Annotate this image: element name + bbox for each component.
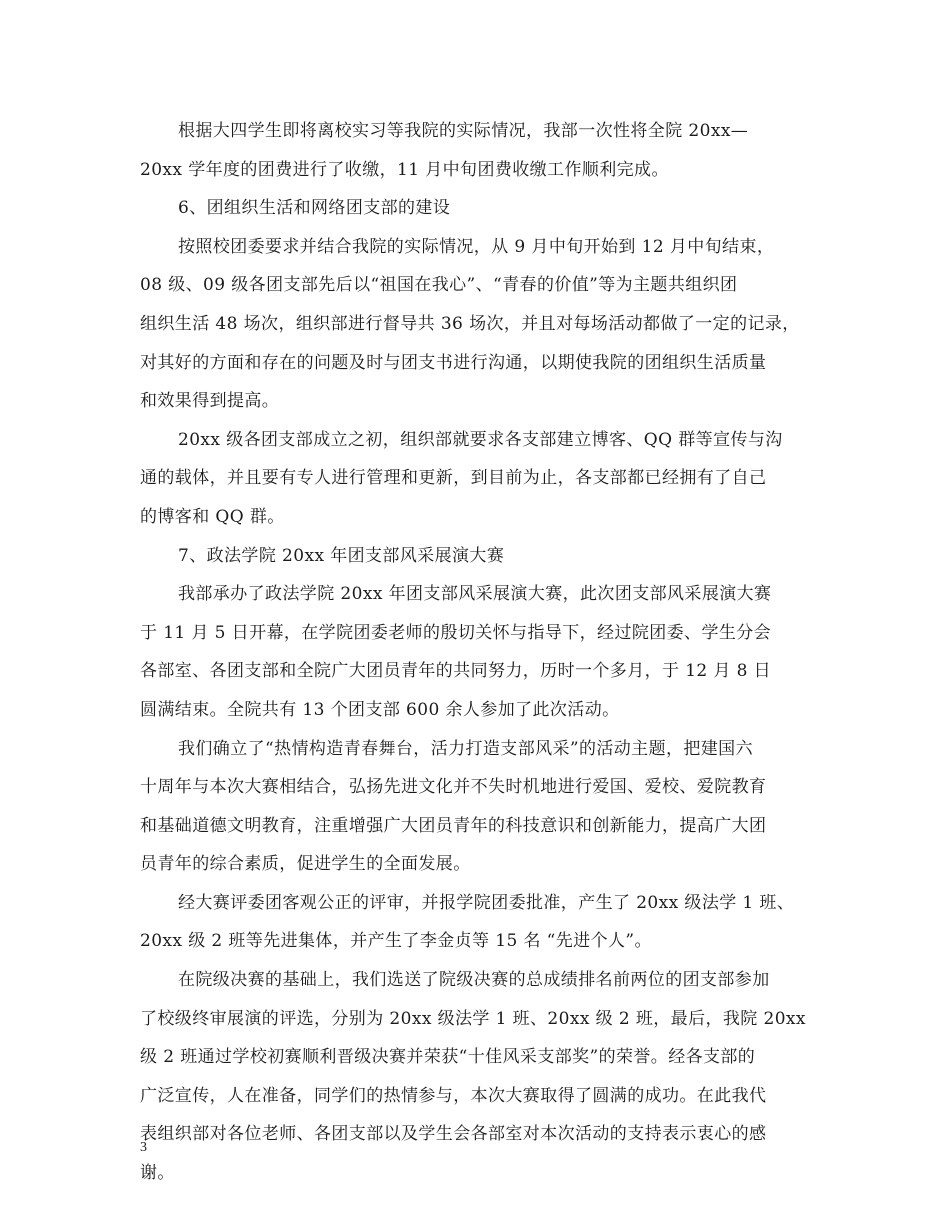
- text-line: 08 级、09 级各团支部先后以“祖国在我心”、“青春的价值”等为主题共组织团: [140, 275, 738, 296]
- text-line: 十周年与本次大赛相结合，弘扬先进文化并不失时机地进行爱国、爱校、爱院教育: [140, 777, 767, 798]
- text-line: 广泛宣传，人在准备，同学们的热情参与，本次大赛取得了圆满的成功。在此我代: [140, 1085, 767, 1106]
- text-line: 按照校团委要求并结合我院的实际情况，从 9 月中旬开始到 12 月中旬结束，: [178, 236, 775, 257]
- text-line: 各部室、各团支部和全院广大团员青年的共同努力，历时一个多月，于 12 月 8 日: [140, 661, 772, 682]
- text-line: 对其好的方面和存在的问题及时与团支书进行沟通，以期使我院的团组织生活质量: [140, 352, 767, 373]
- text-line: 表组织部对各位老师、各团支部以及学生会各部室对本次活动的支持表示衷心的感: [140, 1124, 767, 1145]
- text-line: 20xx 级各团支部成立之初，组织部就要求各支部建立博客、QQ 群等宣传与沟: [178, 429, 783, 450]
- text-line: 20xx 级 2 班等先进集体，并产生了李金贞等 15 名 “先进个人”。: [140, 931, 652, 952]
- text-line: 和效果得到提高。: [140, 391, 280, 412]
- text-line: 级 2 班通过学校初赛顺利晋级决赛并荣获“十佳风采支部奖”的荣誉。经各支部的: [140, 1047, 756, 1068]
- text-line: 圆满结束。全院共有 13 个团支部 600 余人参加了此次活动。: [140, 699, 620, 720]
- text-line: 6、团组织生活和网络团支部的建设: [178, 198, 451, 219]
- text-line: 7、政法学院 20xx 年团支部风采展演大赛: [178, 545, 505, 566]
- text-line: 我部承办了政法学院 20xx 年团支部风采展演大赛，此次团支部风采展演大赛: [178, 584, 772, 605]
- text-line: 根据大四学生即将离校实习等我院的实际情况，我部一次性将全院 20xx—: [178, 121, 749, 141]
- page-number: 3: [140, 1140, 147, 1155]
- text-line: 了校级终审展演的评选，分别为 20xx 级法学 1 班、20xx 级 2 班，最后，我院 20xx: [140, 1008, 806, 1029]
- document-body: [140, 112, 820, 1193]
- text-line: 通的载体，并且要有专人进行管理和更新，到目前为止，各支部都已经拥有了自己: [140, 468, 767, 489]
- text-line: 员青年的综合素质，促进学生的全面发展。: [140, 854, 471, 875]
- text-line: 谢。: [140, 1163, 175, 1184]
- text-line: 于 11 月 5 日开幕，在学院团委老师的殷切关怀与指导下，经过院团委、学生分会: [140, 622, 772, 643]
- text-line: 我们确立了“热情构造青春舞台，活力打造支部风采”的活动主题，把建国六: [178, 738, 753, 759]
- text-line: 组织生活 48 场次，组织部进行督导共 36 场次，并且对每场活动都做了一定的记录，: [140, 313, 800, 334]
- text-line: 在院级决赛的基础上，我们选送了院级决赛的总成绩排名前两位的团支部参加: [178, 970, 770, 991]
- text-line: 经大赛评委团客观公正的评审，并报学院团委批准，产生了 20xx 级法学 1 班、: [178, 892, 795, 913]
- text-line: 的博客和 QQ 群。: [140, 506, 285, 527]
- text-line: 和基础道德文明教育，注重增强广大团员青年的科技意识和创新能力，提高广大团: [140, 815, 767, 836]
- text-line: 20xx 学年度的团费进行了收缴，11 月中旬团费收缴工作顺利完成。: [140, 159, 669, 180]
